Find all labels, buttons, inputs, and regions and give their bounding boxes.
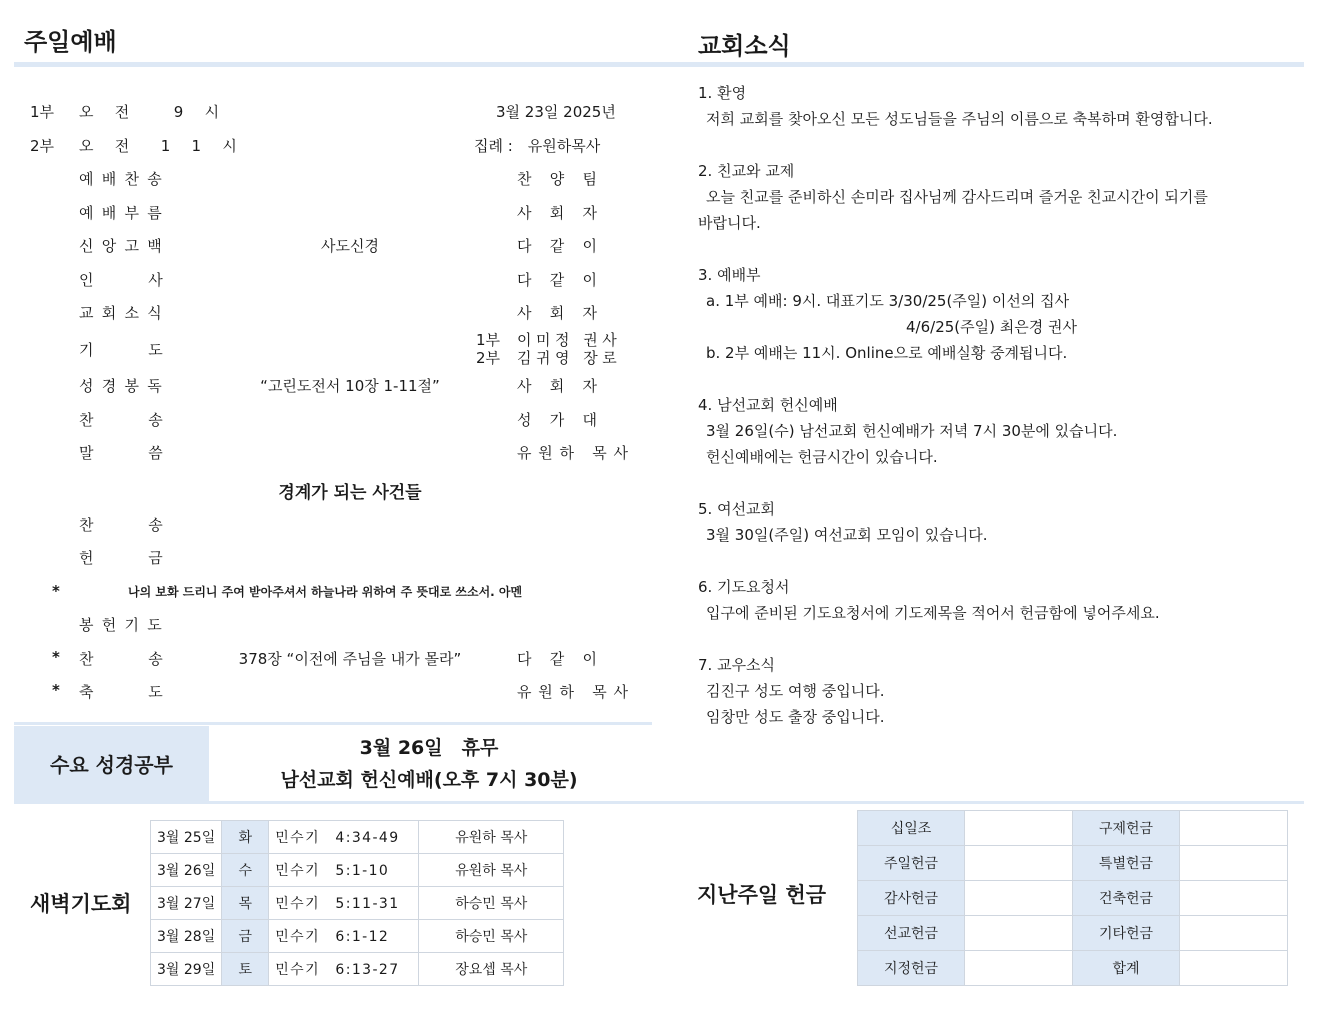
order-item: 교회소식 [79,304,170,322]
order-item: 찬 송 [79,649,171,668]
news-line: 김진구 성도 여행 중입니다. [706,682,885,700]
wednesday-label-box [14,726,209,804]
dawn-leader: 하승민 목사 [419,887,564,920]
dawn-day: 화 [222,821,269,854]
offering-category: 건축헌금 [1073,881,1180,916]
order-leader: 유원하 목사 [517,444,635,462]
worship-title: 주일예배 [24,28,117,56]
sermon-title: 경계가 되는 사건들 [278,483,422,503]
offering-amount [965,881,1073,916]
order-leader: 다 같 이 [517,237,604,255]
dawn-row [151,854,564,887]
dawn-date: 3월 27일 [151,887,222,920]
news-line: 3월 30일(주일) 여선교회 모임이 있습니다. [706,526,988,544]
offering-row [858,916,1288,951]
offering-prayer: 나의 보화 드리니 주여 받아주셔서 하늘나라 위하여 주 뜻대로 쓰소서. 아멘 [128,585,523,599]
news-line: 저희 교회를 찾아오신 모든 성도님들을 주님의 이름으로 축복하며 환영합니다. [706,110,1213,128]
order-item: 예배찬송 [79,170,170,188]
offering-category: 합계 [1073,951,1180,986]
offering-amount [1180,916,1288,951]
dawn-date: 3월 25일 [151,821,222,854]
header-rule [14,62,1304,67]
service-part: 1부 [30,103,55,121]
offering-amount [965,951,1073,986]
order-leader: 다 같 이 [517,649,604,668]
news-gap [698,236,1288,262]
news-line: 바랍니다. [698,214,761,232]
dawn-day: 수 [222,854,269,887]
offering-category: 선교헌금 [858,916,965,951]
dawn-table [150,820,564,986]
dawn-row [151,821,564,854]
offering-category: 지정헌금 [858,951,965,986]
dawn-passage: 민수기 5:11-31 [269,887,419,920]
footer-rule [14,801,1304,804]
news-gap [698,470,1288,496]
news-gap [698,132,1288,158]
dawn-day: 금 [222,920,269,953]
order-leader: 다 같 이 [517,270,604,289]
prayer-leader: 김귀영 장로 [517,349,622,367]
offering-row [858,951,1288,986]
news-gap [698,366,1288,392]
dawn-leader: 유원하 목사 [419,854,564,887]
news-line: 4/6/25(주일) 최은경 권사 [906,318,1077,336]
order-leader: 성 가 대 [517,410,604,429]
order-item: 인 사 [79,270,171,289]
dawn-date: 3월 26일 [151,854,222,887]
offering-amount [1180,951,1288,986]
dawn-leader: 하승민 목사 [419,920,564,953]
offering-row [858,811,1288,846]
offering-amount [1180,881,1288,916]
dawn-label: 새벽기도회 [30,892,132,916]
dawn-day: 토 [222,953,269,986]
news-heading: 5. 여선교회 [698,500,776,518]
wednesday-line1: 3월 26일 휴무 [359,737,499,759]
order-item: 기 도 [79,341,171,359]
news-line: a. 1부 예배: 9시. 대표기도 3/30/25(주일) 이선의 집사 [706,292,1070,310]
news-heading: 3. 예배부 [698,266,761,284]
news-line: 입구에 준비된 기도요청서에 기도제목을 적어서 헌금함에 넣어주세요. [706,604,1160,622]
dawn-date: 3월 28일 [151,920,222,953]
prayer-leader: 이미정 권사 [517,331,622,349]
offering-category: 구제헌금 [1073,811,1180,846]
offering-amount [965,846,1073,881]
order-mark: * [52,681,60,699]
offering-table [857,810,1288,986]
news-gap [698,548,1288,574]
dawn-row [151,920,564,953]
order-item: 신앙고백 [79,237,170,255]
news-heading: 2. 친교와 교제 [698,162,795,180]
offering-amount [1180,846,1288,881]
order-item: 성경봉독 [79,377,170,395]
service-time: 오 전 9 시 [79,103,228,121]
dawn-passage: 민수기 6:1-12 [269,920,419,953]
wednesday-info [209,732,649,796]
presider: 집례 : 유원하목사 [474,137,601,155]
dawn-leader: 유원하 목사 [419,821,564,854]
service-time: 오 전 1 1 시 [79,137,246,155]
offering-row [858,846,1288,881]
offering-label: 지난주일 헌금 [697,883,827,907]
news-line: 헌신예배에는 헌금시간이 있습니다. [706,448,938,466]
prayer-part: 2부 [476,349,501,367]
offering-category: 기타헌금 [1073,916,1180,951]
news-gap [698,626,1288,652]
dawn-passage: 민수기 4:34-49 [269,821,419,854]
offering-amount [1180,811,1288,846]
dawn-leader: 장요셉 목사 [419,953,564,986]
offering-mark: * [52,582,60,600]
news-line: 3월 26일(수) 남선교회 헌신예배가 저녁 7시 30분에 있습니다. [706,422,1118,440]
news-line: b. 2부 예배는 11시. Online으로 예배실황 중계됩니다. [706,344,1068,362]
offering-category: 감사헌금 [858,881,965,916]
order-detail: 사도신경 [321,237,379,255]
order-leader: 사 회 자 [517,304,604,322]
order-leader: 사 회 자 [517,203,604,222]
dawn-row [151,887,564,920]
news-heading: 1. 환영 [698,84,747,102]
news-title: 교회소식 [698,32,791,60]
order-detail: “고린도전서 10장 1-11절” [260,377,440,395]
offering-category: 주일헌금 [858,846,965,881]
order-detail: 378장 “이전에 주님을 내가 몰라” [238,649,462,668]
order-item: 예배부름 [79,203,170,222]
dawn-row [151,953,564,986]
dawn-day: 목 [222,887,269,920]
news-line: 오늘 친교를 준비하신 손미라 집사님께 감사드리며 즐거운 친교시간이 되기를 [706,188,1208,206]
order-leader: 찬 양 팀 [517,170,604,188]
offering-amount [965,916,1073,951]
order-item: 축 도 [79,683,171,701]
dawn-passage: 민수기 6:13-27 [269,953,419,986]
offering-row [858,881,1288,916]
order-mark: * [52,647,60,666]
order-leader: 사 회 자 [517,377,604,395]
dawn-date: 3월 29일 [151,953,222,986]
news-line: 임창만 성도 출장 중입니다. [706,708,885,726]
service-part: 2부 [30,137,55,155]
prayer-part: 1부 [476,331,501,349]
offering-amount [965,811,1073,846]
news-heading: 6. 기도요청서 [698,578,790,596]
order-leader: 유원하 목사 [517,683,635,701]
section-rule [14,722,652,725]
news-heading: 4. 남선교회 헌신예배 [698,396,838,414]
order-item: 찬 송 [79,410,171,429]
order-item: 헌 금 [79,549,171,567]
offering-category: 특별헌금 [1073,846,1180,881]
wednesday-line2: 남선교회 헌신예배(오후 7시 30분) [280,769,578,791]
order-item: 찬 송 [79,516,171,534]
order-item: 말 씀 [79,444,171,462]
wednesday-label: 수요 성경공부 [50,753,173,777]
news-list [698,80,1288,730]
dawn-passage: 민수기 5:1-10 [269,854,419,887]
service-date: 3월 23일 2025년 [496,103,616,121]
order-item: 봉헌기도 [79,616,170,634]
news-heading: 7. 교우소식 [698,656,776,674]
offering-category: 십일조 [858,811,965,846]
